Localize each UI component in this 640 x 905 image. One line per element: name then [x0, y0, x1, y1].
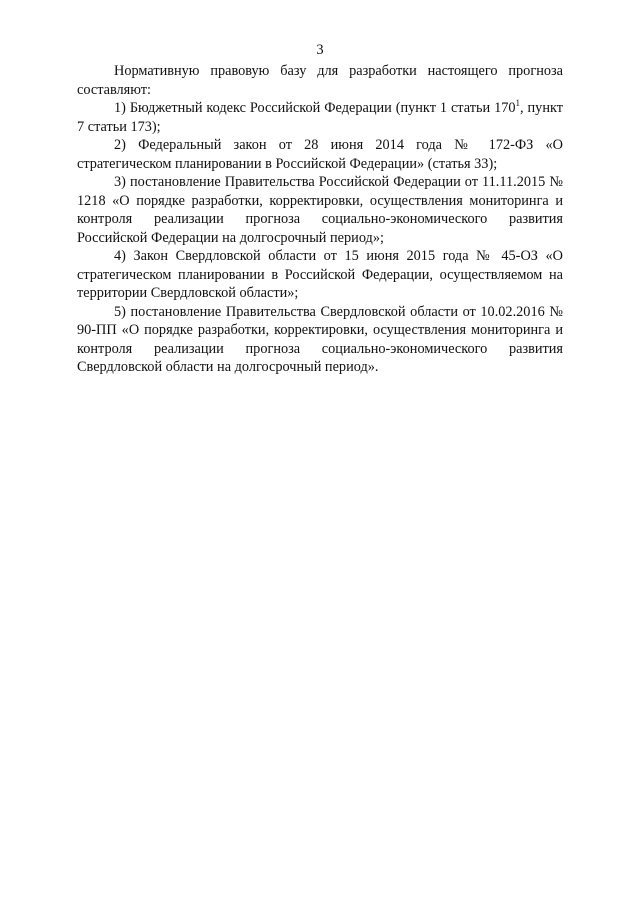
superscript: 1 [515, 98, 521, 109]
list-item-4: 4) Закон Свердловской области от 15 июня 2015 года № 45-ОЗ «О стратегическом планировании в Российской Федерации, осуществляемом на территории Свердловской области»; [77, 248, 563, 301]
document-body [77, 62, 563, 377]
list-item-1-text: 1) Бюджетный кодекс Российской Федерации (пункт 1 статьи 170 [114, 100, 516, 116]
list-item-1-text-end: , пункт 7 статьи 173); [77, 100, 563, 135]
list-item-1 [77, 99, 563, 136]
intro-paragraph: Нормативную правовую базу для разработки настоящего прогноза составляют: [77, 63, 563, 98]
list-item-2: 2) Федеральный закон от 28 июня 2014 года № 172-ФЗ «О стратегическом планировании в Российской Федерации» (статья 33); [77, 137, 563, 172]
page-number: 3 [316, 42, 324, 58]
list-item-5: 5) постановление Правительства Свердловской области от 10.02.2016 № 90-ПП «О порядке разработки, корректировки, осуществления мониторинга и контроля реализации прогноза социально-экономического развития Свердловской области на долгосрочный период». [77, 303, 563, 375]
list-item-3: 3) постановление Правительства Российской Федерации от 11.11.2015 № 1218 «О порядке разработки, корректировки, осуществления мониторинга и контроля реализации прогноза социально-экономического развития Российской Федерации на долгосрочный период»; [77, 174, 563, 246]
